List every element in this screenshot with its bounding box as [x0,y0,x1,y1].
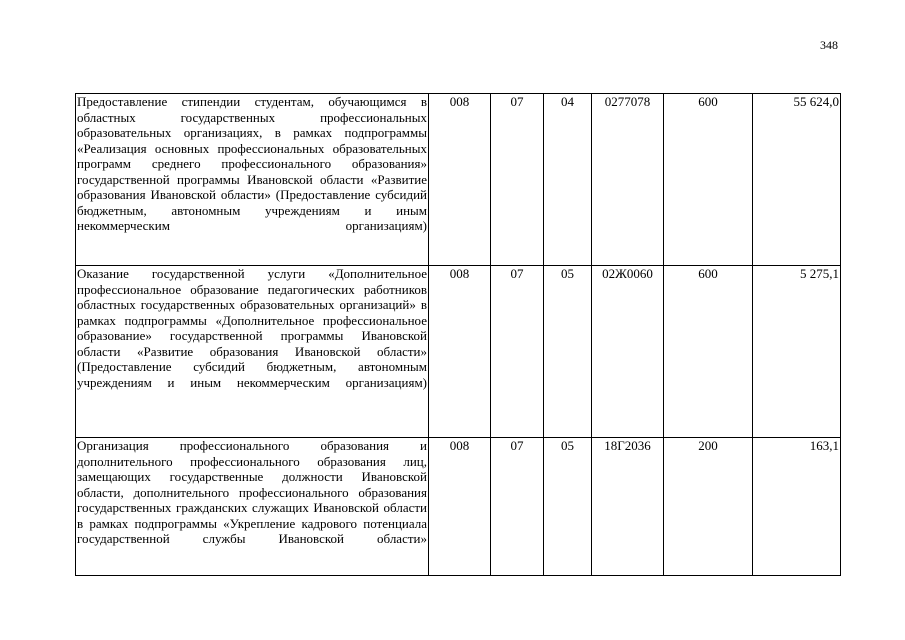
section-code: 07 [491,266,544,438]
ministry-code: 008 [429,438,491,576]
section-code: 07 [491,94,544,266]
ministry-code: 008 [429,94,491,266]
ministry-code: 008 [429,266,491,438]
expense-type-code: 200 [664,438,753,576]
table-row [76,438,841,576]
page-number: 348 [820,38,838,52]
row-description: Оказание государственной услуги «Дополнительное профессиональное образование педагогических работников областных государственных образовательных организаций» в рамках подпрограммы «Дополнительное профессиональное образование» государственной программы Ивановской области «Развитие образования Ивановской области» (Предоставление субсидий бюджетным, автономным учреждениям и иным некоммерческим организациям) [76,266,429,438]
row-description: Предоставление стипендии студентам, обучающимся в областных государственных профессиональных образовательных организациях, в рамках подпрограммы «Реализация основных профессиональных образовательных программ среднего профессионального образования» государственной программы Ивановской области «Развитие образования Ивановской области» (Предоставление субсидий бюджетным, автономным учреждениям и иным некоммерческим организациям) [76,94,429,266]
amount-value: 163,1 [753,438,841,576]
section-code: 07 [491,438,544,576]
budget-table [75,93,841,576]
expense-type-code: 600 [664,94,753,266]
amount-value: 55 624,0 [753,94,841,266]
target-article-code: 18Г2036 [592,438,664,576]
table-row [76,94,841,266]
subsection-code: 05 [544,438,592,576]
table-row [76,266,841,438]
amount-value: 5 275,1 [753,266,841,438]
subsection-code: 05 [544,266,592,438]
target-article-code: 02Ж0060 [592,266,664,438]
row-description: Организация профессионального образования и дополнительного профессионального образования лиц, замещающих государственные должности Ивановской области, дополнительного профессионального образования государственных гражданских служащих Ивановской области в рамках подпрограммы «Укрепление кадрового потенциала государственной службы Ивановской области» [76,438,429,576]
subsection-code: 04 [544,94,592,266]
target-article-code: 0277078 [592,94,664,266]
expense-type-code: 600 [664,266,753,438]
